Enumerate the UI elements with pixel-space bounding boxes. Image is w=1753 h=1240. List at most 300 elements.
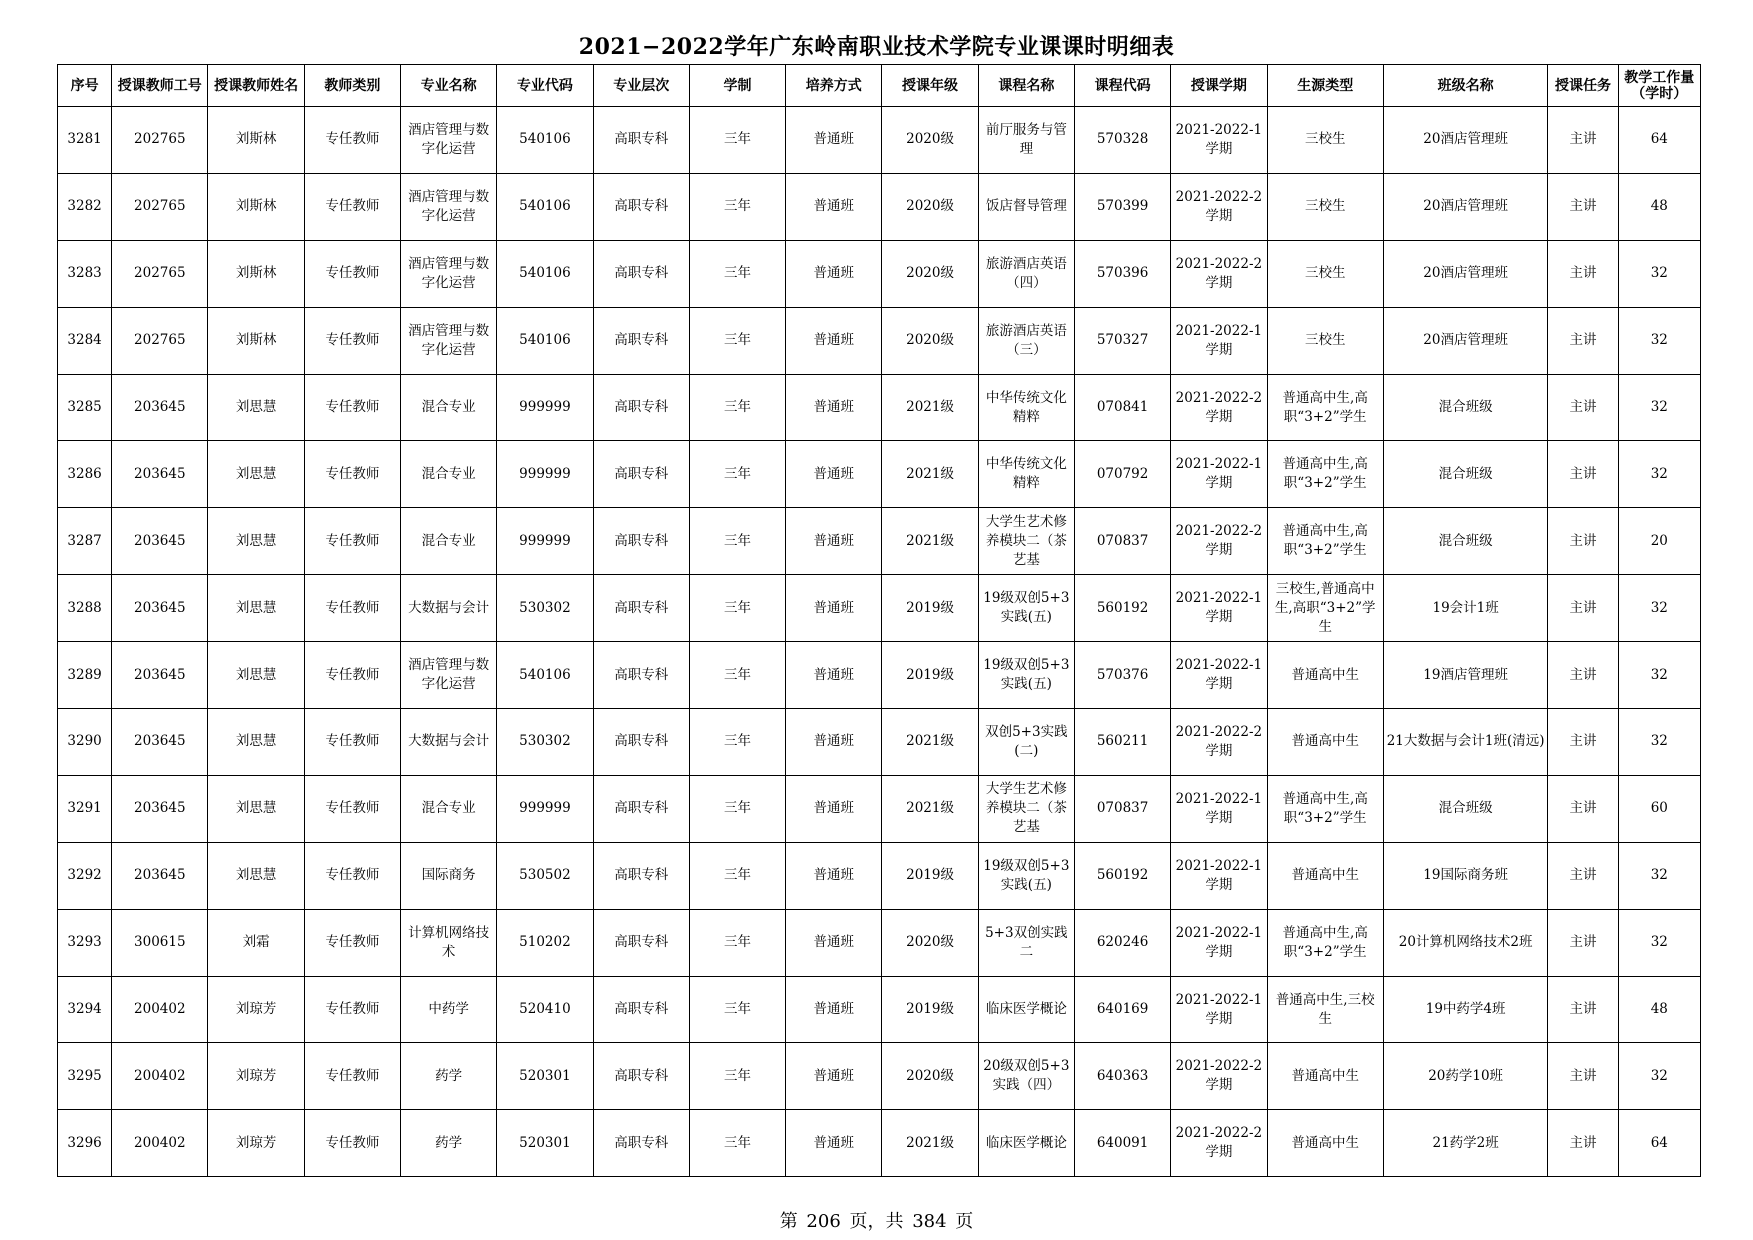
table-cell: 20酒店管理班 xyxy=(1383,173,1548,240)
cell-text: 双创5+3实践(二) xyxy=(985,723,1068,759)
table-cell: 203645 xyxy=(112,642,208,709)
col-header: 专业层次 xyxy=(593,65,689,107)
table-cell: 刘斯林 xyxy=(208,107,304,174)
cell-text: 旅游酒店英语（三） xyxy=(985,322,1067,358)
table-cell: 主讲 xyxy=(1548,775,1618,842)
table-cell: 普通高中生 xyxy=(1267,1110,1383,1177)
table-cell: 2021级 xyxy=(882,441,978,508)
table-cell: 32 xyxy=(1618,307,1700,374)
table-cell: 酒店管理与数字化运营 xyxy=(401,307,497,374)
table-cell: 主讲 xyxy=(1548,508,1618,575)
table-cell: 2020级 xyxy=(882,107,978,174)
table-cell: 999999 xyxy=(497,508,593,575)
table-cell: 普通高中生,高职“3+2”学生 xyxy=(1267,508,1383,575)
table-cell: 3288 xyxy=(58,575,112,642)
table-cell: 540106 xyxy=(497,107,593,174)
table-cell: 64 xyxy=(1618,1110,1700,1177)
table-cell: 三年 xyxy=(689,909,785,976)
table-cell: 570327 xyxy=(1074,307,1170,374)
col-header: 授课教师工号 xyxy=(112,65,208,107)
table-cell: 3294 xyxy=(58,976,112,1043)
table-cell: 三年 xyxy=(689,976,785,1043)
table-cell: 普通班 xyxy=(786,508,882,575)
table-cell: 专任教师 xyxy=(304,240,400,307)
table-cell: 3281 xyxy=(58,107,112,174)
table-cell xyxy=(978,976,1074,1043)
table-cell xyxy=(978,909,1074,976)
table-cell: 070837 xyxy=(1074,775,1170,842)
table-cell: 2021-2022-1学期 xyxy=(1171,976,1267,1043)
table-cell: 三校生 xyxy=(1267,307,1383,374)
table-cell: 2021-2022-1学期 xyxy=(1171,842,1267,909)
table-cell: 2021-2022-2学期 xyxy=(1171,1110,1267,1177)
table-cell: 19酒店管理班 xyxy=(1383,642,1548,709)
col-header: 专业代码 xyxy=(497,65,593,107)
table-cell: 32 xyxy=(1618,1043,1700,1110)
table-cell: 32 xyxy=(1618,842,1700,909)
col-header: 培养方式 xyxy=(786,65,882,107)
table-cell: 三校生 xyxy=(1267,173,1383,240)
table-cell: 专任教师 xyxy=(304,642,400,709)
table-cell: 3282 xyxy=(58,173,112,240)
table-cell: 混合专业 xyxy=(401,374,497,441)
table-cell: 专任教师 xyxy=(304,173,400,240)
table-cell: 21药学2班 xyxy=(1383,1110,1548,1177)
cell-text: 中华传统文化精粹 xyxy=(985,389,1067,425)
table-cell: 203645 xyxy=(112,575,208,642)
table-cell: 20 xyxy=(1618,508,1700,575)
table-cell: 2021-2022-1学期 xyxy=(1171,909,1267,976)
table-cell: 999999 xyxy=(497,441,593,508)
cell-text: 19级双创5+3实践(五) xyxy=(983,590,1070,626)
table-cell: 三年 xyxy=(689,1043,785,1110)
table-cell: 酒店管理与数字化运营 xyxy=(401,240,497,307)
table-cell: 2019级 xyxy=(882,642,978,709)
table-cell: 刘斯林 xyxy=(208,240,304,307)
table-cell: 540106 xyxy=(497,240,593,307)
table-cell: 2021-2022-1学期 xyxy=(1171,575,1267,642)
col-header: 班级名称 xyxy=(1383,65,1548,107)
table-cell: 070792 xyxy=(1074,441,1170,508)
table-cell: 570396 xyxy=(1074,240,1170,307)
table-cell: 三年 xyxy=(689,642,785,709)
table-row xyxy=(58,508,1701,575)
table-cell: 普通班 xyxy=(786,307,882,374)
table-cell: 2020级 xyxy=(882,240,978,307)
table-row xyxy=(58,976,1701,1043)
table-cell: 高职专科 xyxy=(593,107,689,174)
table-row xyxy=(58,1110,1701,1177)
table-cell: 计算机网络技术 xyxy=(401,909,497,976)
table-row xyxy=(58,642,1701,709)
table-cell: 3292 xyxy=(58,842,112,909)
table-cell: 刘斯林 xyxy=(208,173,304,240)
table-cell xyxy=(978,107,1074,174)
table-cell: 主讲 xyxy=(1548,709,1618,776)
cell-text: 饭店督导管理 xyxy=(985,198,1067,215)
table-cell: 普通班 xyxy=(786,709,882,776)
table-cell: 999999 xyxy=(497,374,593,441)
table-cell: 640363 xyxy=(1074,1043,1170,1110)
table-cell: 三年 xyxy=(689,441,785,508)
table-cell: 刘斯林 xyxy=(208,307,304,374)
cell-text: 临床医学概论 xyxy=(985,1001,1067,1018)
table-cell: 高职专科 xyxy=(593,1110,689,1177)
table-cell: 普通班 xyxy=(786,1110,882,1177)
col-header: 生源类型 xyxy=(1267,65,1383,107)
table-cell: 普通班 xyxy=(786,441,882,508)
table-cell: 主讲 xyxy=(1548,909,1618,976)
table-cell: 三年 xyxy=(689,374,785,441)
table-cell: 520301 xyxy=(497,1110,593,1177)
table-row xyxy=(58,240,1701,307)
table-cell: 三年 xyxy=(689,240,785,307)
table-cell: 普通班 xyxy=(786,240,882,307)
table-cell: 普通高中生,高职“3+2”学生 xyxy=(1267,775,1383,842)
table-cell: 2021-2022-1学期 xyxy=(1171,107,1267,174)
table-cell: 2021-2022-2学期 xyxy=(1171,1043,1267,1110)
table-cell: 高职专科 xyxy=(593,575,689,642)
table-cell: 普通高中生,高职“3+2”学生 xyxy=(1267,374,1383,441)
table-cell: 专任教师 xyxy=(304,909,400,976)
table-cell: 32 xyxy=(1618,909,1700,976)
table-cell: 普通班 xyxy=(786,107,882,174)
table-cell: 19中药学4班 xyxy=(1383,976,1548,1043)
table-cell: 主讲 xyxy=(1548,842,1618,909)
table-header-row xyxy=(58,65,1701,107)
table-cell: 混合班级 xyxy=(1383,441,1548,508)
table-cell xyxy=(978,642,1074,709)
table-cell: 三年 xyxy=(689,173,785,240)
table-cell: 普通班 xyxy=(786,642,882,709)
table-cell: 普通高中生,三校生 xyxy=(1267,976,1383,1043)
table-cell: 540106 xyxy=(497,307,593,374)
table-cell: 2019级 xyxy=(882,575,978,642)
table-cell: 2021级 xyxy=(882,508,978,575)
table-cell: 主讲 xyxy=(1548,107,1618,174)
table-cell: 主讲 xyxy=(1548,307,1618,374)
table-cell: 2021-2022-1学期 xyxy=(1171,307,1267,374)
table-cell: 主讲 xyxy=(1548,976,1618,1043)
table-cell: 570399 xyxy=(1074,173,1170,240)
table-cell xyxy=(978,1110,1074,1177)
table-cell: 520301 xyxy=(497,1043,593,1110)
table-cell: 202765 xyxy=(112,307,208,374)
table-cell xyxy=(978,775,1074,842)
table-cell: 3295 xyxy=(58,1043,112,1110)
table-cell: 主讲 xyxy=(1548,441,1618,508)
table-cell: 203645 xyxy=(112,842,208,909)
table-cell xyxy=(978,307,1074,374)
table-cell: 普通高中生,高职“3+2”学生 xyxy=(1267,909,1383,976)
table-cell: 200402 xyxy=(112,1110,208,1177)
table-cell: 普通班 xyxy=(786,374,882,441)
table-cell: 普通高中生 xyxy=(1267,642,1383,709)
table-cell: 2021-2022-2学期 xyxy=(1171,173,1267,240)
table-cell: 刘霜 xyxy=(208,909,304,976)
table-cell: 专任教师 xyxy=(304,107,400,174)
table-cell: 高职专科 xyxy=(593,775,689,842)
table-cell: 专任教师 xyxy=(304,1110,400,1177)
table-cell: 高职专科 xyxy=(593,307,689,374)
table-cell: 高职专科 xyxy=(593,173,689,240)
table-cell: 64 xyxy=(1618,107,1700,174)
table-cell: 540106 xyxy=(497,642,593,709)
table-cell: 640091 xyxy=(1074,1110,1170,1177)
cell-text: 19级双创5+3实践(五) xyxy=(983,857,1070,893)
table-cell: 2020级 xyxy=(882,909,978,976)
table-cell: 570376 xyxy=(1074,642,1170,709)
col-header: 专业名称 xyxy=(401,65,497,107)
table-cell: 070841 xyxy=(1074,374,1170,441)
table-row xyxy=(58,107,1701,174)
table-cell: 高职专科 xyxy=(593,441,689,508)
table-cell: 19国际商务班 xyxy=(1383,842,1548,909)
table-cell: 专任教师 xyxy=(304,709,400,776)
table-cell: 三年 xyxy=(689,575,785,642)
table-cell: 主讲 xyxy=(1548,240,1618,307)
table-row xyxy=(58,709,1701,776)
table-cell: 570328 xyxy=(1074,107,1170,174)
table-cell: 20药学10班 xyxy=(1383,1043,1548,1110)
table-cell: 20计算机网络技术2班 xyxy=(1383,909,1548,976)
table-row xyxy=(58,575,1701,642)
table-cell: 202765 xyxy=(112,173,208,240)
cell-text: 5+3双创实践二 xyxy=(985,924,1068,960)
page-title: 2021−2022学年广东岭南职业技术学院专业课课时明细表 xyxy=(578,34,1175,60)
table-cell: 48 xyxy=(1618,173,1700,240)
table-cell: 2021-2022-1学期 xyxy=(1171,642,1267,709)
table-cell: 2020级 xyxy=(882,307,978,374)
table-cell: 510202 xyxy=(497,909,593,976)
col-header: 授课学期 xyxy=(1171,65,1267,107)
table-cell: 640169 xyxy=(1074,976,1170,1043)
cell-text: 大学生艺术修养模块二（茶艺基 xyxy=(985,513,1067,568)
table-cell: 三年 xyxy=(689,508,785,575)
table-cell xyxy=(978,709,1074,776)
table-cell: 203645 xyxy=(112,441,208,508)
table-cell: 普通班 xyxy=(786,775,882,842)
table-cell: 专任教师 xyxy=(304,842,400,909)
table-cell: 刘琼芳 xyxy=(208,1110,304,1177)
table-cell: 专任教师 xyxy=(304,307,400,374)
table-cell: 专任教师 xyxy=(304,575,400,642)
table-cell: 19会计1班 xyxy=(1383,575,1548,642)
table-cell: 普通高中生 xyxy=(1267,842,1383,909)
table-cell: 刘思慧 xyxy=(208,441,304,508)
table-cell: 2020级 xyxy=(882,1043,978,1110)
table-cell: 32 xyxy=(1618,709,1700,776)
table-cell: 专任教师 xyxy=(304,976,400,1043)
table-cell: 三年 xyxy=(689,842,785,909)
table-cell: 三年 xyxy=(689,1110,785,1177)
cell-text: 前厅服务与管理 xyxy=(985,121,1067,157)
table-cell: 2021-2022-1学期 xyxy=(1171,775,1267,842)
table-cell: 高职专科 xyxy=(593,642,689,709)
table-cell: 20酒店管理班 xyxy=(1383,107,1548,174)
table-cell: 560211 xyxy=(1074,709,1170,776)
table-cell: 32 xyxy=(1618,642,1700,709)
cell-text: 临床医学概论 xyxy=(985,1134,1067,1151)
col-header: 课程名称 xyxy=(978,65,1074,107)
table-cell: 高职专科 xyxy=(593,240,689,307)
col-header: 课程代码 xyxy=(1074,65,1170,107)
table-cell: 大数据与会计 xyxy=(401,575,497,642)
table-cell: 200402 xyxy=(112,1043,208,1110)
col-header: 序号 xyxy=(58,65,112,107)
table-cell: 202765 xyxy=(112,240,208,307)
table-cell: 3287 xyxy=(58,508,112,575)
col-header: 学制 xyxy=(689,65,785,107)
table-cell: 2019级 xyxy=(882,976,978,1043)
table-cell: 药学 xyxy=(401,1043,497,1110)
table-cell: 刘思慧 xyxy=(208,709,304,776)
table-cell: 2021-2022-1学期 xyxy=(1171,441,1267,508)
table-cell: 普通高中生 xyxy=(1267,1043,1383,1110)
table-cell: 混合班级 xyxy=(1383,775,1548,842)
table-cell: 三年 xyxy=(689,307,785,374)
table-cell: 203645 xyxy=(112,374,208,441)
table-cell: 三年 xyxy=(689,775,785,842)
table-cell: 3291 xyxy=(58,775,112,842)
table-cell: 普通高中生 xyxy=(1267,709,1383,776)
table-cell: 酒店管理与数字化运营 xyxy=(401,642,497,709)
table-row xyxy=(58,909,1701,976)
cell-text: 旅游酒店英语（四） xyxy=(985,255,1067,291)
table-cell: 202765 xyxy=(112,107,208,174)
table-cell: 32 xyxy=(1618,441,1700,508)
table-cell: 60 xyxy=(1618,775,1700,842)
page-footer: 第 206 页，共 384 页 xyxy=(779,1211,974,1232)
table-cell: 2021-2022-2学期 xyxy=(1171,709,1267,776)
table-cell: 三年 xyxy=(689,709,785,776)
table-cell: 普通班 xyxy=(786,575,882,642)
table-cell: 三校生 xyxy=(1267,240,1383,307)
table-cell: 普通班 xyxy=(786,1043,882,1110)
table-cell: 560192 xyxy=(1074,575,1170,642)
table-cell: 刘思慧 xyxy=(208,508,304,575)
table-row xyxy=(58,1043,1701,1110)
table-cell: 3286 xyxy=(58,441,112,508)
table-cell: 2020级 xyxy=(882,173,978,240)
table-cell: 混合班级 xyxy=(1383,374,1548,441)
table-cell: 高职专科 xyxy=(593,508,689,575)
table-cell: 21大数据与会计1班(清远) xyxy=(1383,709,1548,776)
table-cell: 专任教师 xyxy=(304,508,400,575)
table-cell: 200402 xyxy=(112,976,208,1043)
table-cell: 32 xyxy=(1618,575,1700,642)
table-cell: 三校生 xyxy=(1267,107,1383,174)
table-cell xyxy=(978,508,1074,575)
table-cell: 主讲 xyxy=(1548,173,1618,240)
table-cell: 20酒店管理班 xyxy=(1383,307,1548,374)
table-cell: 混合专业 xyxy=(401,508,497,575)
table-cell: 主讲 xyxy=(1548,1110,1618,1177)
table-cell: 2021级 xyxy=(882,709,978,776)
table-cell: 3285 xyxy=(58,374,112,441)
table-cell xyxy=(978,374,1074,441)
table-cell: 203645 xyxy=(112,775,208,842)
table-cell: 高职专科 xyxy=(593,1043,689,1110)
table-cell: 高职专科 xyxy=(593,709,689,776)
table-cell: 2021-2022-2学期 xyxy=(1171,508,1267,575)
table-cell: 药学 xyxy=(401,1110,497,1177)
table-cell: 48 xyxy=(1618,976,1700,1043)
table-cell: 专任教师 xyxy=(304,775,400,842)
table-cell: 3290 xyxy=(58,709,112,776)
table-cell: 专任教师 xyxy=(304,1043,400,1110)
table-cell: 酒店管理与数字化运营 xyxy=(401,173,497,240)
table-cell: 3289 xyxy=(58,642,112,709)
table-cell: 高职专科 xyxy=(593,842,689,909)
table-cell: 203645 xyxy=(112,709,208,776)
table-cell: 2021级 xyxy=(882,374,978,441)
col-header: 授课年级 xyxy=(882,65,978,107)
table-cell: 主讲 xyxy=(1548,374,1618,441)
table-cell: 32 xyxy=(1618,374,1700,441)
table-cell xyxy=(978,1043,1074,1110)
table-row xyxy=(58,775,1701,842)
table-cell: 2021-2022-2学期 xyxy=(1171,240,1267,307)
table-cell: 高职专科 xyxy=(593,374,689,441)
table-cell: 530302 xyxy=(497,575,593,642)
table-cell: 三校生,普通高中生,高职“3+2”学生 xyxy=(1267,575,1383,642)
col-header: 教学工作量（学时） xyxy=(1618,65,1700,107)
table-row xyxy=(58,441,1701,508)
course-hours-table xyxy=(57,64,1701,1177)
table-cell: 三年 xyxy=(689,107,785,174)
cell-text: 大学生艺术修养模块二（茶艺基 xyxy=(985,781,1067,836)
table-cell: 刘琼芳 xyxy=(208,976,304,1043)
table-cell: 070837 xyxy=(1074,508,1170,575)
cell-text: 19级双创5+3实践(五) xyxy=(983,657,1070,693)
table-cell: 刘思慧 xyxy=(208,775,304,842)
table-cell: 530502 xyxy=(497,842,593,909)
table-cell: 203645 xyxy=(112,508,208,575)
table-cell: 大数据与会计 xyxy=(401,709,497,776)
col-header: 授课任务 xyxy=(1548,65,1618,107)
table-cell: 高职专科 xyxy=(593,976,689,1043)
table-row xyxy=(58,307,1701,374)
cell-text: 中华传统文化精粹 xyxy=(985,456,1067,492)
table-cell: 刘思慧 xyxy=(208,374,304,441)
table-cell: 国际商务 xyxy=(401,842,497,909)
table-cell: 普通班 xyxy=(786,842,882,909)
table-cell: 620246 xyxy=(1074,909,1170,976)
table-cell xyxy=(978,575,1074,642)
table-cell: 3296 xyxy=(58,1110,112,1177)
table-cell: 999999 xyxy=(497,775,593,842)
table-cell: 3284 xyxy=(58,307,112,374)
table-cell: 3293 xyxy=(58,909,112,976)
table-cell: 刘思慧 xyxy=(208,575,304,642)
table-cell: 中药学 xyxy=(401,976,497,1043)
table-cell: 530302 xyxy=(497,709,593,776)
table-cell: 普通高中生,高职“3+2”学生 xyxy=(1267,441,1383,508)
table-cell: 酒店管理与数字化运营 xyxy=(401,107,497,174)
table-cell: 3283 xyxy=(58,240,112,307)
table-cell xyxy=(978,441,1074,508)
table-cell: 普通班 xyxy=(786,976,882,1043)
col-header: 授课教师姓名 xyxy=(208,65,304,107)
table-cell: 刘思慧 xyxy=(208,642,304,709)
table-cell: 2021-2022-2学期 xyxy=(1171,374,1267,441)
table-cell: 主讲 xyxy=(1548,1043,1618,1110)
table-cell xyxy=(978,842,1074,909)
table-cell: 300615 xyxy=(112,909,208,976)
cell-text: 20级双创5+3实践（四） xyxy=(983,1058,1070,1094)
table-cell: 普通班 xyxy=(786,909,882,976)
